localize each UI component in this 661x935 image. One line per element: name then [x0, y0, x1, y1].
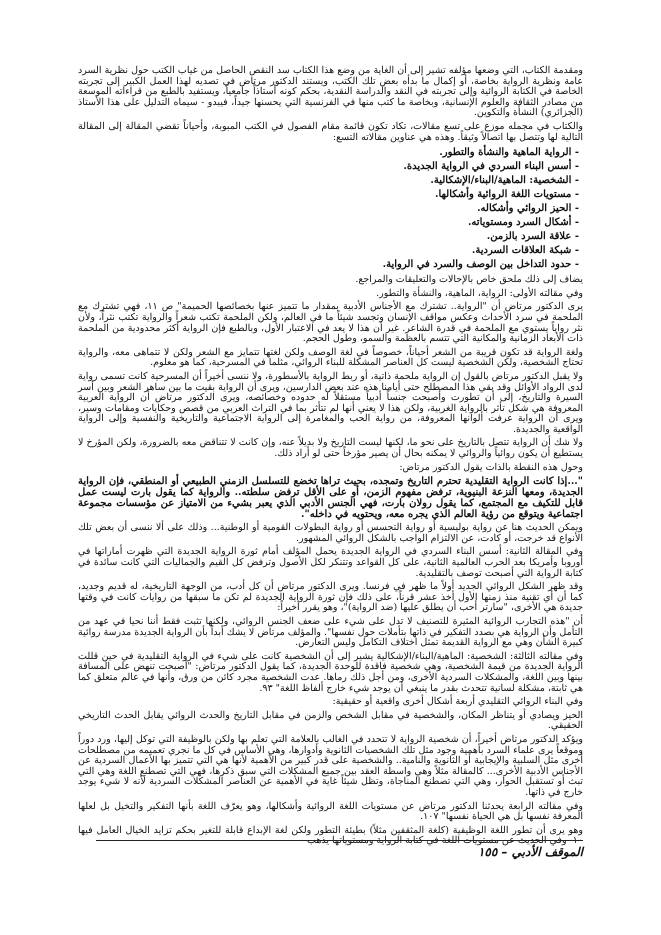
chapter-item: - الشخصية: الماهية/البناء/الإشكالية. [78, 174, 579, 188]
chapter-item: - حدود التداخل بين الوصف والسرد في الرواية. [78, 258, 579, 272]
paragraph: يضاف إلى ذلك ملحق خاص بالإحالات والتعليقات والمراجع. [355, 274, 583, 286]
chapter-list [78, 146, 583, 272]
paragraph: وهو يرى أن تطور اللغة الوظيفية (كلغة المثقفين مثلاً) بطيئة التطور ولكن لغة الإبداع قابلة للتغير بحكم تزايد الخيال العامل فيها ١٠- وفي الحديث عن مستويات اللغة في كتابة الرواية ومستوياتها يذهب [78, 824, 583, 847]
chapter-item: - علاقة السرد بالزمن. [78, 230, 579, 244]
paragraph: وفي المقالة الثانية: أسس البناء السردي في الرواية الجديدة يحمل المؤلف أمام ثورة الرواية الجديدة التي ظهرت أماراتها في أوروبا وأمريكا بعد الحرب العالمية الثانية، على كل القواعد وتتنكر لكل الأصول وترفض كل القيم والجماليات التي كانت سائدة في كتابة الرواية التي أصبحت توصف بالتقليدية. [78, 546, 583, 579]
paragraph: وحول هذه النقطة بالذات يقول الدكتور مرتاض: [399, 461, 583, 473]
page-footer [96, 840, 583, 858]
paragraph: ومقدمة الكتاب، التي وضعها مؤلفه تشير إلى أن الغاية من وضع هذا الكتاب سد النقص الحاصل من غياب الكتب حول نظرية السرد عامة ونظرية الرواية بخاصة، أو إكمال ما بدأه بعض تلك الكتب، ويستند الدكتور مرتاض في تصديه لهذا العمل الكبير إلى تجربته الخاصة في الكتابة الروائية وإلى تجربته في النقد والدراسة النقدية، بحكم كونه أستاذاً جامعياً، ويستفيد بالطبع من قراءاته الموسعة من مصادر الثقافة والعلوم الإنسانية، وبخاصة ما كتب منها في الفرنسية التي يحسنها جيداً، فيبدو - سيماه التدليل على هذا الأستاذ (الجزائري) النشأة والتكوين. [78, 65, 583, 119]
paragraph: ويؤكد الدكتور مرتاض أخيراً، أن شخصية الرواية لا تتحدد في الغالب بالعلامة التي تعلم بها ولكن بالوظيفة التي توكل إليها، ورد دوراً وموقعاً يرى علماء السرد بأهمية وجود مثل تلك الشخصيات الثانوية وأدوارها، وهي الأساس في كل ما نجري تعميمه من مصطلحات أخرى مثل السلبية والإيجابية أو الثانوية والنامية.. والشخصية على قدر كبير من الأهمية لأنها هي التي تتميز بها الأعمال السردية عن الأجناس الأدبية الأخرى... كالمقالة مثلاً وهي واسطة العقد بين جميع المشكلات التي سبق ذكرها، فهي التي تصطنع اللغة وهي التي تبث أو تستقبل الحوار، وهي التي تصطنع المناجاة، وتظل شيئاً غاية في الأهمية عن العناصر المشكلات السردية لأنه لا شيء يوجد خارج في ذاتها. [78, 733, 583, 798]
chapter-item: - الرواية الماهية والنشأة والتطور. [78, 146, 579, 160]
paragraph: يرى الدكتور مرتاض أن "الرواية.. تشترك مع الأجناس الأدبية بمقدار ما تتميز عنها بخصائصها الحميمة" ص ١١، فهي تشترك مع الملحمة في سرد الأحداث وعكس مواقف الإنسان وتجسد شيئاً ما في العالم، ولكن الملحمة تكتب شعراً والرواية تكتب نثراً، ولأن نثر رواياً يستوي مع الملحمة في قدرة الشاعر. غير أن هذا لا يعد في الاعتبار الأول، وبالطبع فإن الرواية أكثر محدودية من الملحمة ذات الأبعاد الزمانية والمكانية التي تتسم بالعظمة والسمو، وطول الحجم. [78, 301, 583, 345]
chapter-item: - شبكة العلاقات السردية. [78, 244, 579, 258]
journal-page-number: الموقف الأدبي – ١٥٥ [477, 845, 583, 859]
paragraph: ولا يقبل الدكتور مرتاض بالقول إن الرواية ملحمة ذاتية، أو ربط الرواية بالأسطورة، ولا ننسى أخيراً أن المسرحية كانت تسمى رواية لدى الرواد الأوائل وقد بقي هذا المصطلح حتى أيامنا هذه عند بعض الدارسين، ويرى أن الرواية بقيت ما بين ساهر الشعر وبين أسر السيرة والتاريخ، إلى أن تطورت وأصبحت جنساً أدبياً مستقلاً له حدوده وخصائصه، ويرى الدكتور مرتاض أن الرواية العربية المعروفة هي شكل تأثر بالرواية الغربية، ولكن هذا لا يعني أنها لم تتأثر بما في التراث العربي من قصص وحكايات ومقامات وسير، ويرى أن الرواية عرفت ألوانها المعروفة، من رواية الحب والمغامرة إلى الرواية الاجتماعية والتاريخية والنفسية وإلى الرواية الواقعية والجديدة. [78, 370, 583, 435]
paragraph: وفي مقالته الرابعة يحدثنا الدكتور مرتاض عن مستويات اللغة الروائية وأشكالها، وهو يعرّف اللغة بأنها التفكير والتخيل بل لعلها المعرفة نفسها بل هي الحياة نفسها" ١٠٧. [78, 800, 583, 823]
paragraph: وقد ظهر الشكل الروائي الجديد أولاً ما ظهر في فرنسا. ويرى الدكتور مرتاض أن كل أدب، من الوجهة التاريخية، له قديم وجديد، كما أن أي تقنية منذ زمنها الأول أخذ عشر قرناً، على ذلك فإن ثورة الرواية الجديدة لم تكن ما سبقها من روايات كانت في وقتها جديدة هي الأخرى، "سارتر أحب أن يطلق عليها (ضد الرواية)"، وهو يقرر أخيراً: [78, 581, 583, 614]
block-quote: "...إذا كانت الرواية التقليدية تحترم التاريخ وتمجده، بحيث تراها تخضع للتسلسل الزمني الطبيعي أو المنطقي، فإن الرواية الجديدة، ومعها النزعة البنيوية، ترفض مفهوم الزمن، أو على الأقل ترفض سلطته.. والرواية كما يقول بارت ليست عمل قابل للتكيف مع المجتمع، كما يقول رولان بارت، فهي الجنس الأدبي الذي يعبر بشيء من الامتياز عن مؤسسات مجموعة اجتماعية ويتوقع من رؤية العالم الذي يجره معه، ويحتويه في داخله". [78, 476, 583, 521]
paragraph: ولغة الرواية قد تكون قريبة من الشعر أحياناً، خصوصاً في لغة الوصف ولكن لغتها تتمايز مع الشعر ولكن لا تتماهى معه، والرواية تحتاج الشخصية، ولكن الشخصية ليست كل العناصر المشكلة للبناء الروائي، مثلما في المسرحية، كما هو معلوم. [78, 346, 583, 369]
paragraph: والكتاب في مجمله موزع على تسع مقالات، تكاد تكون قائمة مقام الفصول في الكتب المبوبة، وأحياناً تقضي المقالة إلى المقالة التالية لها وتتصل بها اتصالاً وثيقاً. وهذه هي عناوين مقالاته التسع: [78, 120, 583, 143]
chapter-item: - مستويات اللغة الروائية وأشكالها. [78, 188, 579, 202]
chapter-item: - أشكال السرد ومستوياته. [78, 216, 579, 230]
paragraph: وفي مقالته الأولى: الرواية، الماهية، والنشأة والتطور. [376, 287, 583, 299]
chapter-item: - الحيز الروائي وأشكاله. [78, 202, 579, 216]
text-column [78, 66, 583, 847]
paragraph: وفي البناء الروائي التقليدي أربعة أشكال أخرى واقعية أو حقيقية: [332, 696, 583, 708]
paragraph: وفي مقالته الثالثة: الشخصية: الماهية/البناء/الإشكالية يشير إلى أن الشخصية كانت على شيء في الرواية التقليدية في حين قللت الرواية الجديدة من قيمة الشخصية، وهي شخصية فاقدة للوحدة الجديدة، كما يقول الدكتور مرتاض: "أصبحت تنهض على المسافة بينها وبين اللغة، والمشكلات السردية الأخرى، ومن أجل ذلك رماها. عدت الشخصية مجرد كائن من ورق، وأنها في عالم متعلق كما هي ثابتة، مشكلة لسانية تتحدث بقدر ما ينبغي أن يوجد شيء خارج ألفاظ اللغة" ٩٣. [78, 650, 583, 694]
chapter-item: - أسس البناء السردي في الرواية الجديدة. [78, 160, 579, 174]
paragraph: ولا شك أن الرواية تتصل بالتاريخ على نحو ما، لكنها ليست التاريخ ولا بديلاً عنه، وإن كانت لا تتناقض معه بالضرورة، ولكن المؤرخ لا يستطيع أن يكون روائياً والروائي لا يمكنه بحال أن يصير مؤرخاً حتى لو أراد ذلك. [78, 437, 583, 460]
paragraph: ويمكن الحديث هنا عن رواية بوليسية أو رواية التجسس أو رواية البطولات القومية أو الوطنية... وذلك على ألا ننسى أن بعض تلك الأنواع قد خرجت، أو كادت، عن الالتزام الواجب بالشكل الروائي المشهور. [78, 522, 583, 544]
paragraph: أن "هذه التجارب الروائية المثيرة للتصنيف لا تدل على شيء على ضعف الجنس الروائي، ولكنها تثبت فقط أننا نحيا في عهد من التأمل وأن الرواية هي بصدد التفكير في ذاتها بتأملات حول نفسها". والمؤلف مرتاض لا يشك أبداً بأن الرواية الجديدة مدرسة روائية كبيرة الشأن وهي مع الرواية القديمة تمثل اختلاف التكامل وليس التعارض. [78, 616, 583, 649]
paragraph: الحيز ويصادي أو يتناظر المكان، والشخصية في مقابل الشخص والزمن في مقابل التاريخ والحدث الروائي يقابل الحدث التاريخي الحقيقي. [78, 709, 583, 732]
